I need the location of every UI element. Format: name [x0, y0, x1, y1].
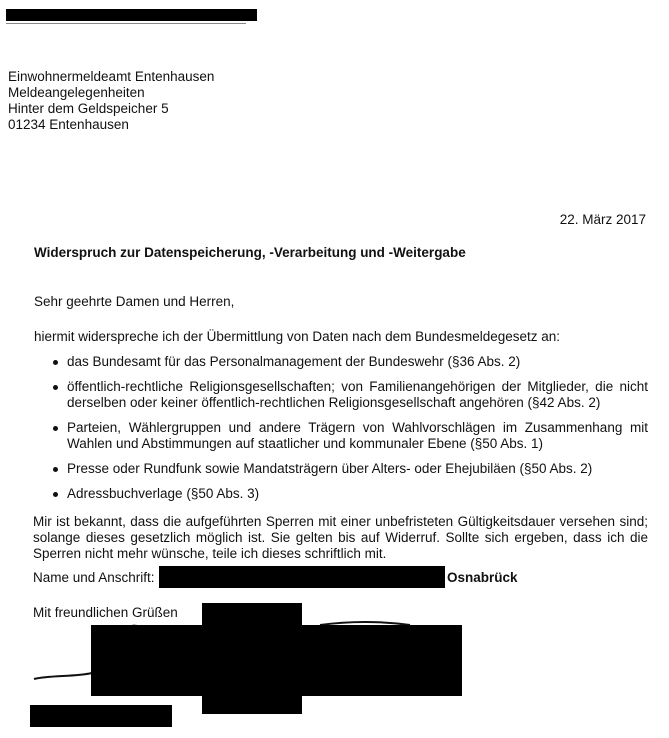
name-address-label: Name und Anschrift:: [33, 570, 155, 585]
list-item: [50, 420, 648, 452]
letter-subject: Widerspruch zur Datenspeicherung, -Verarbeitung und -Weitergabe: [34, 245, 466, 260]
list-item: [50, 461, 648, 477]
bullet-icon: [53, 467, 58, 472]
list-item: [50, 379, 648, 411]
list-item-text: Presse oder Rundfunk sowie Mandatsträgern über Alters- oder Ehejubiläen (§50 Abs. 2): [67, 461, 593, 476]
bullet-icon: [53, 426, 58, 431]
address-line: Einwohnermeldeamt Entenhausen: [8, 69, 215, 84]
list-item-text: das Bundesamt für das Personalmanagement der Bundeswehr (§36 Abs. 2): [67, 354, 521, 369]
address-line: Hinter dem Geldspeicher 5: [8, 101, 169, 116]
list-item-text: öffentlich-rechtliche Religionsgesellschaften; von Familienangehörigen der Mitglieder, die nicht derselben oder keiner öffentlich-rechtlichen Religionsgesellschaft angehören (§42 Abs. 2): [67, 379, 648, 410]
redacted-signature: [91, 625, 462, 696]
intro-paragraph: hiermit widerspreche ich der Übermittlung von Daten nach dem Bundesmeldegesetz an:: [34, 329, 561, 344]
redacted-sender: [6, 9, 257, 21]
address-line: Meldeangelegenheiten: [8, 85, 145, 100]
closing-phrase: Mit freundlichen Grüßen: [33, 605, 178, 620]
letter-date: 22. März 2017: [559, 212, 646, 227]
list-item: [50, 354, 648, 370]
list-item-text: Adressbuchverlage (§50 Abs. 3): [67, 486, 260, 501]
bullet-icon: [53, 360, 58, 365]
redacted-signature: [202, 603, 302, 627]
list-item-text: Parteien, Wählergruppen und andere Trägern von Wahlvorschlägen im Zusammenhang mit Wahlen und Abstimmungen auf staatlicher und kommunaler Ebene (§50 Abs. 1): [67, 420, 648, 451]
city-name: Osnabrück: [447, 570, 518, 585]
sender-underline: [6, 23, 246, 24]
redacted-name-address: [159, 566, 445, 588]
redacted-signer-name: [30, 705, 172, 727]
address-line: 01234 Entenhausen: [8, 117, 129, 132]
redacted-signature: [202, 690, 302, 714]
list-item: [50, 486, 648, 502]
recipient-address: [8, 69, 214, 133]
objection-list: [50, 354, 648, 511]
bullet-icon: [53, 492, 58, 497]
notice-paragraph: Mir ist bekannt, dass die aufgeführten Sperren mit einer unbefristeten Gültigkeitsdauer versehen sind; solange dieses gesetzlich möglich ist. Sie gelten bis auf Widerruf. Sollte sich ergeben, dass ich die Sperren nicht mehr wünsche, teile ich dieses schriftlich mit.: [33, 514, 648, 561]
bullet-icon: [53, 385, 58, 390]
salutation: Sehr geehrte Damen und Herren,: [34, 294, 235, 309]
